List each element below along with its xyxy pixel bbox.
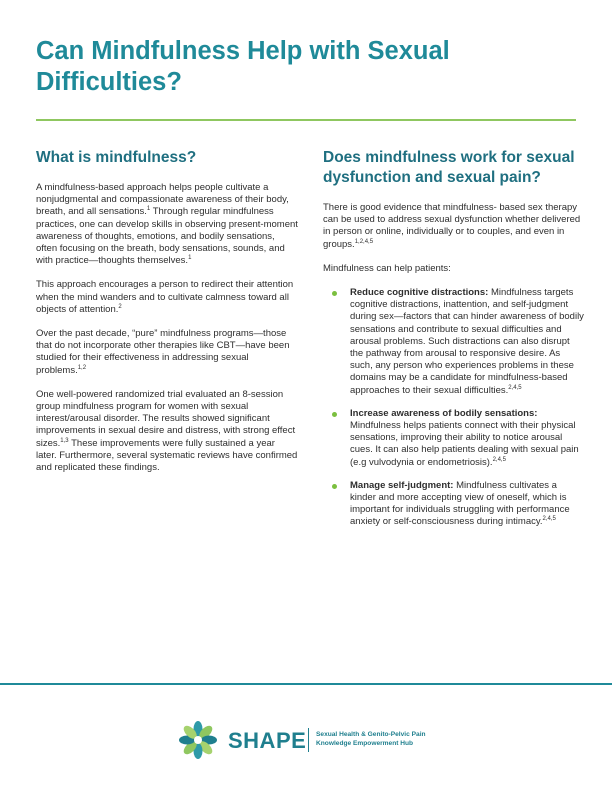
- section-heading-does-mindfulness-work: Does mindfulness work for sexual dysfunction and sexual pain?: [323, 149, 575, 186]
- citation: 2: [118, 303, 122, 310]
- text: A mindfulness-based approach helps people cultivate a nonjudgmental and compassionate awareness of their body, breath, and all sensations.: [36, 182, 289, 218]
- left-column: [36, 148, 298, 486]
- bullet-icon: [332, 291, 337, 296]
- citation: 2,4,5: [508, 384, 522, 391]
- section-heading-what-is-mindfulness: What is mindfulness?: [36, 149, 197, 166]
- list-item: [323, 287, 585, 397]
- footer-divider: [0, 683, 612, 685]
- text: These improvements were fully sustained a year later. Furthermore, several systematic reviews have confirmed and replicated these findings.: [36, 437, 298, 474]
- citation: 1: [146, 206, 151, 213]
- list-item: [323, 408, 585, 469]
- title-divider: [36, 119, 576, 121]
- text: Mindfulness targets cognitive distractions, inattention, and self-judgment during sex—factors that can hinder awareness of bodily sensations and contribute to sexual difficulties and arousal problems. Such distractions can also disrupt the pathway from arousal to responsive desire. As such, any person who experiences problems in these domains may be a candidate for mindfulness-based approaches to their sexual difficulties.: [350, 287, 584, 396]
- bullet-label: Manage self-judgment:: [350, 479, 454, 491]
- citation: 1,2: [77, 364, 87, 371]
- paragraph: Mindfulness can help patients:: [323, 262, 451, 274]
- text: One well-powered randomized trial evaluated an 8-session group mindfulness program for women with sexual interest/arousal disorder. The results showed significant improvements in sexual desire and distress, with strong effect sizes.: [36, 388, 296, 449]
- text: Mindfulness cultivates a kinder and more accepting view of oneself, which is important for individuals struggling with performance anxiety or self-consciousness during intimacy.: [350, 479, 570, 528]
- paragraph: [36, 182, 298, 267]
- bullet-icon: [332, 484, 337, 489]
- citation: 2,4,5: [492, 456, 506, 463]
- citation: 1,2,4,5: [354, 238, 374, 245]
- citation: 2,4,5: [542, 516, 556, 523]
- logo-name: SHAPE: [228, 728, 307, 753]
- text: Over the past decade, “pure” mindfulness programs—those that do not incorporate other therapies like CBT—have been studied for their effectiveness in addressing sexual problems.: [36, 328, 290, 376]
- paragraph: [36, 279, 298, 316]
- tagline-line: Knowledge Empowerment Hub: [316, 740, 414, 747]
- list-item: [323, 480, 585, 529]
- text: Through regular mindfulness practices, one can develop skills in observing present-moment awareness of thoughts, emotions, and bodily sensations, often focusing on the breath, body sensations, sounds, and with practice—thoughts themselves.: [36, 206, 298, 267]
- page-title: Can Mindfulness Help with Sexual Difficulties?: [36, 37, 450, 96]
- logo-tagline: [316, 730, 426, 748]
- bullet-label: Increase awareness of bodily sensations:: [350, 407, 538, 419]
- text: This approach encourages a person to redirect their attention when the mind wanders and to cultivate calmness toward all objects of attention.: [36, 279, 294, 315]
- flower-logo-icon: [178, 720, 218, 760]
- paragraph: [36, 389, 298, 474]
- citation: 1: [188, 255, 192, 262]
- benefits-list: [323, 287, 585, 529]
- text: Mindfulness helps patients connect with their physical sensations, improving their ability to notice arousal cues. It can also help patients dealing with sexual pain (e.g vulvodynia or endometriosis).: [350, 420, 579, 468]
- tagline-line: Sexual Health & Genito-Pelvic Pain: [316, 731, 426, 738]
- logo-separator: [308, 728, 309, 752]
- shape-logo: [178, 720, 478, 760]
- citation: 1,3: [60, 437, 69, 444]
- paragraph: [36, 328, 298, 377]
- right-column: [323, 148, 585, 540]
- bullet-icon: [332, 412, 337, 417]
- bullet-label: Reduce cognitive distractions:: [350, 287, 489, 299]
- paragraph: [323, 202, 585, 251]
- text: There is good evidence that mindfulness- based sex therapy can be used to address sexual dysfunction whether delivered in person or online, individually or to couples, and even in groups.: [323, 202, 581, 250]
